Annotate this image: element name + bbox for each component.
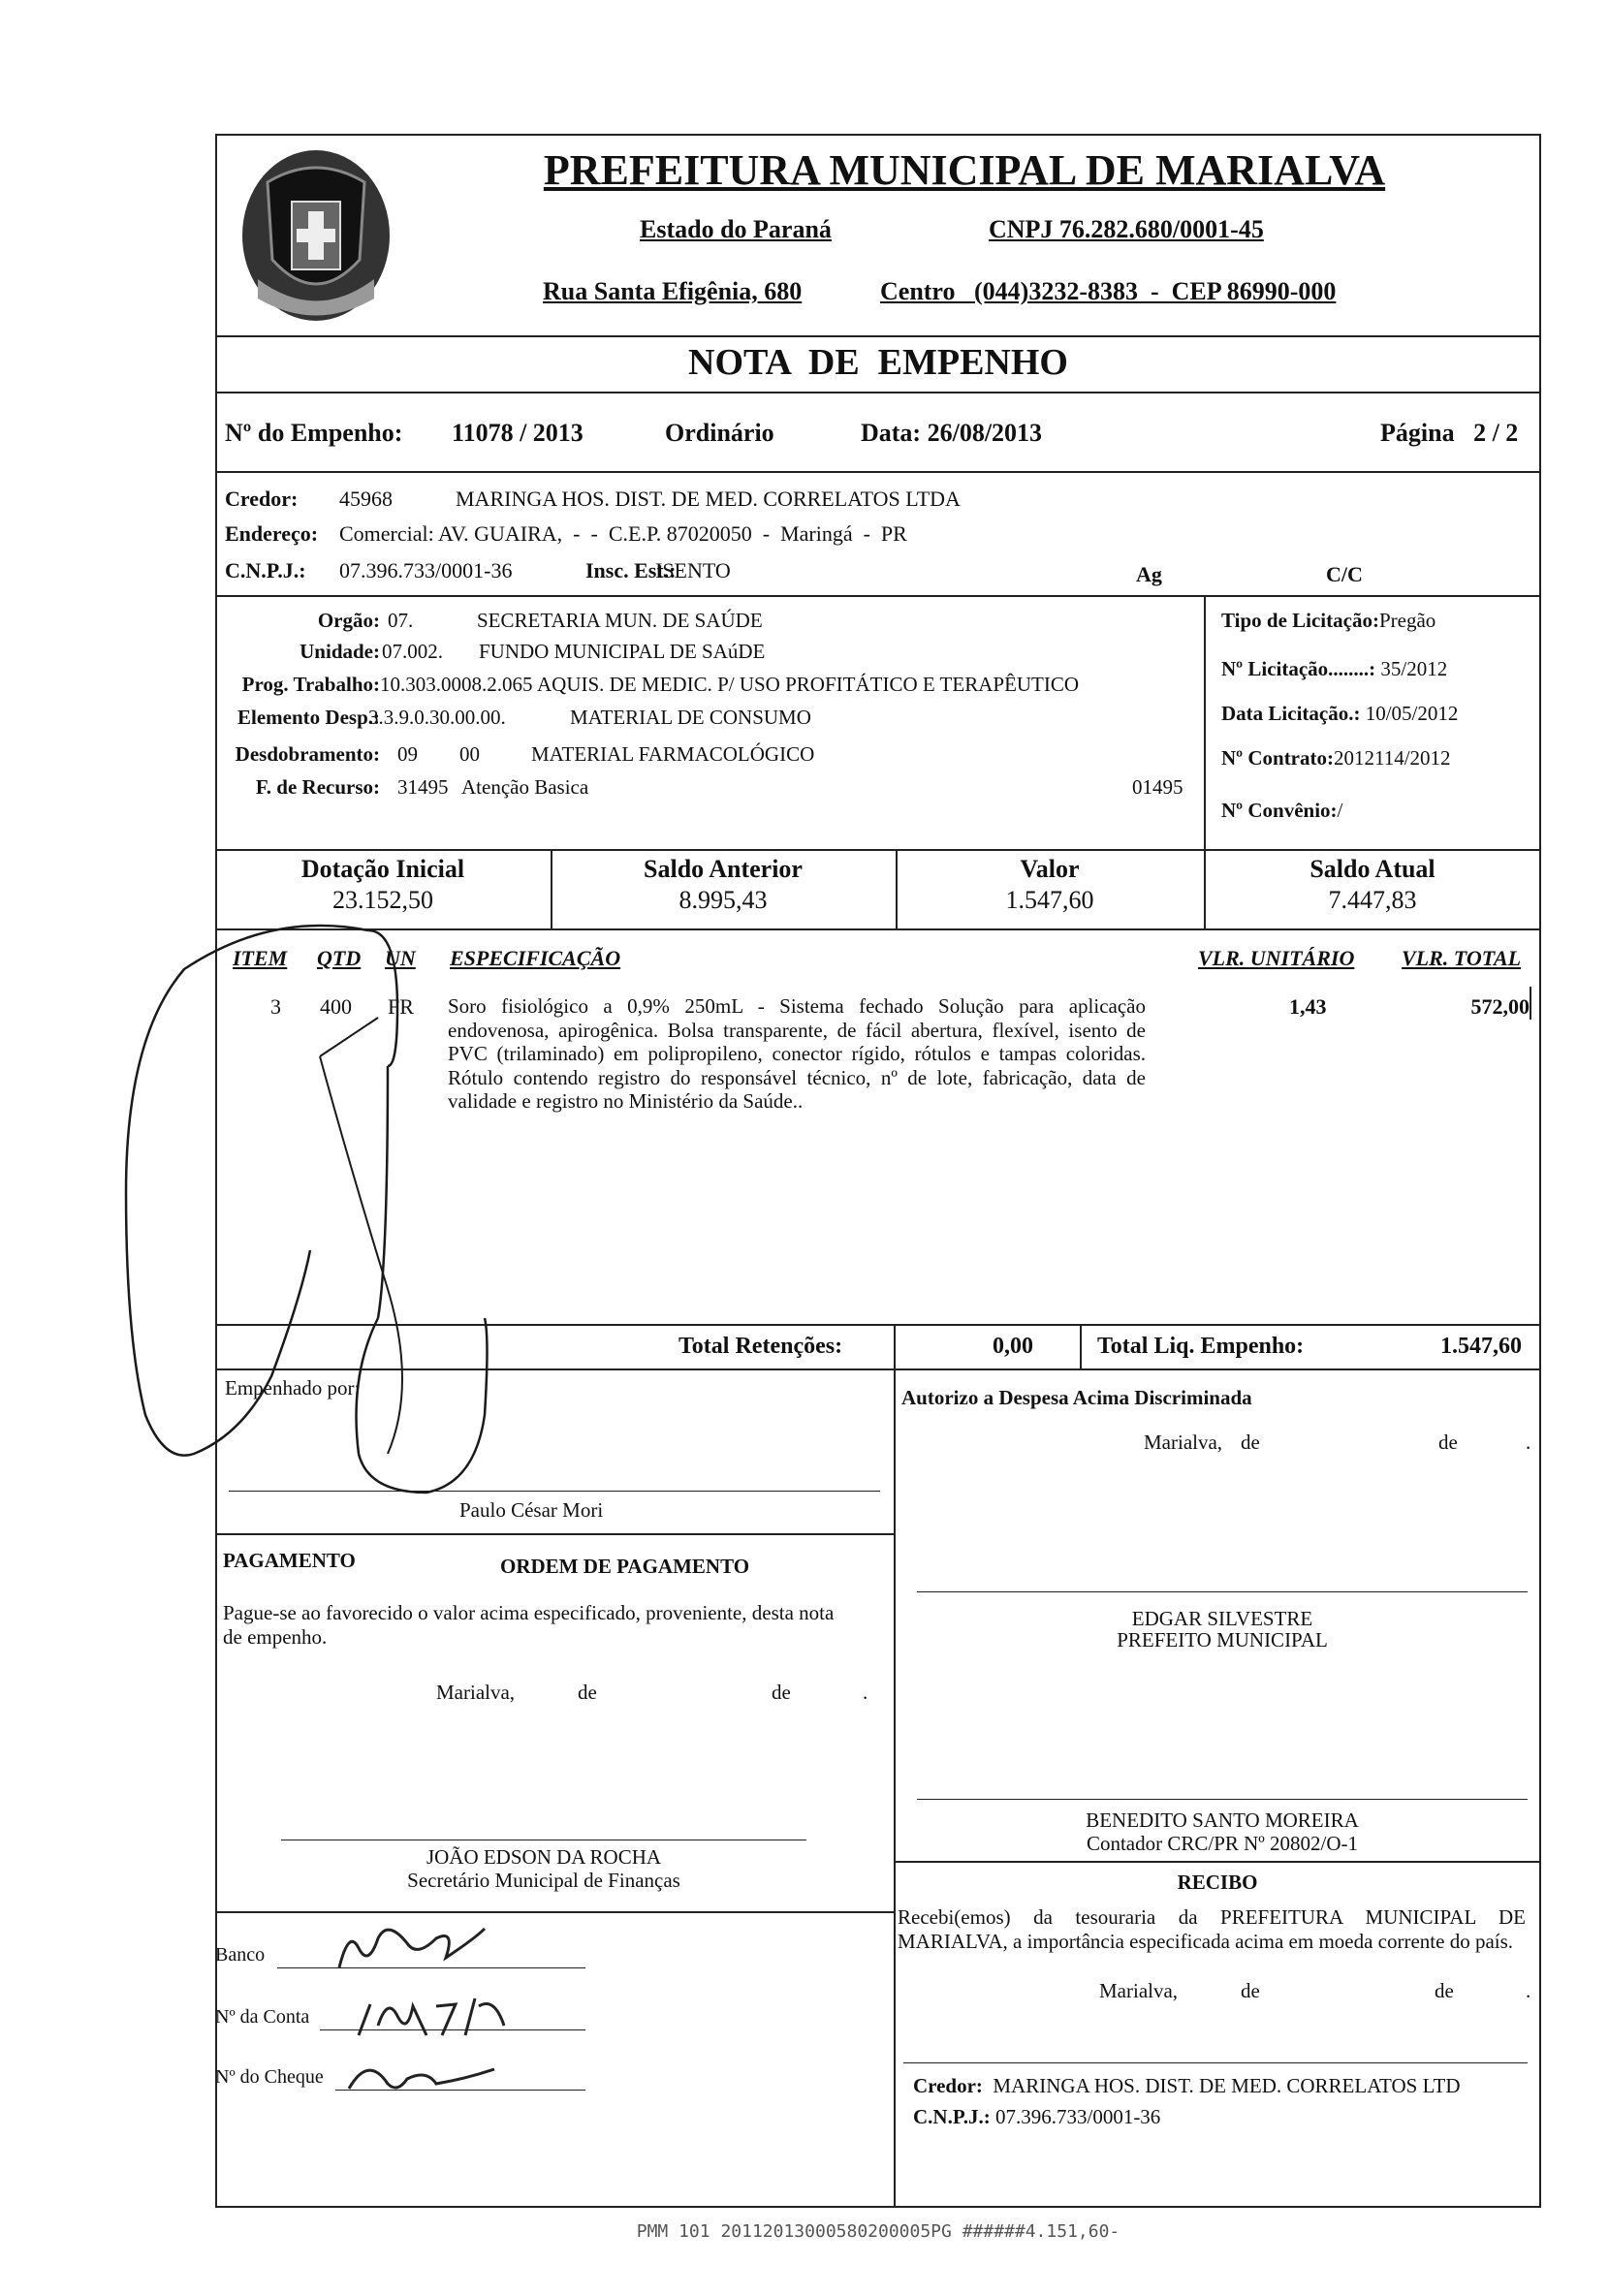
coat-of-arms <box>238 143 394 328</box>
credor-code: 45968 <box>339 487 393 511</box>
recibo-de2: de <box>1435 1979 1454 2002</box>
credor-address: Comercial: AV. GUAIRA, - - C.E.P. 87020050 - Maringá - PR <box>339 521 907 546</box>
budget-description: FUNDO MUNICIPAL DE SAúDE <box>479 640 766 663</box>
empenhado-label: Empenhado por: <box>225 1376 361 1400</box>
col-spec-header: ESPECIFICAÇÃO <box>450 946 621 970</box>
contador-name: BENEDITO SANTO MOREIRA <box>1086 1808 1359 1832</box>
address-label: Endereço: <box>225 521 319 546</box>
col-total-header: VLR. TOTAL <box>1402 946 1522 970</box>
recibo-text: Recebi(emos) da tesouraria da PREFEITURA MUNICIPAL DE MARIALVA, a importância especificada acima em moeda corrente do país. <box>898 1905 1526 1953</box>
budget-description: SECRETARIA MUN. DE SAÚDE <box>477 609 763 632</box>
page-number: Página 2 / 2 <box>1380 419 1519 447</box>
balance-value: 23.152,50 <box>332 886 433 914</box>
item-total: 572,00 <box>1470 994 1530 1019</box>
secretary-role: Secretário Municipal de Finanças <box>407 1869 680 1892</box>
autorizo-dot: . <box>1526 1431 1531 1454</box>
budget-code: 09 <box>397 742 418 766</box>
liq-empenho-value: 1.547,60 <box>1440 1334 1522 1359</box>
licitacao-number-label: Nº Licitação........: 35/2012 <box>1221 657 1448 680</box>
col-un-header: UN <box>385 946 416 970</box>
recibo-de1: de <box>1241 1979 1260 2002</box>
pagamento-text: Pague-se ao favorecido o valor acima especificado, proveniente, desta nota de empenho. <box>223 1601 835 1649</box>
budget-code: 31495 <box>397 775 449 799</box>
recibo-title: RECIBO <box>1177 1871 1258 1894</box>
agency-label: Ag <box>1136 562 1162 586</box>
pagamento-de1: de <box>578 1681 597 1704</box>
liq-empenho-label: Total Liq. Empenho: <box>1097 1334 1305 1359</box>
empenhado-name: Paulo César Mori <box>459 1498 604 1522</box>
col-item-header: ITEM <box>233 946 288 970</box>
budget-label: Desdobramento: <box>235 742 380 766</box>
prefeito-name: EDGAR SILVESTRE <box>1131 1607 1313 1630</box>
col-unit-price-header: VLR. UNITÁRIO <box>1198 946 1355 970</box>
municipality-title: PREFEITURA MUNICIPAL DE MARIALVA <box>543 146 1386 194</box>
coat-of-arms-emblem <box>238 143 394 328</box>
pagamento-place: Marialva, <box>436 1681 516 1704</box>
insc-label: Insc. Est.: <box>585 558 677 582</box>
balance-value: 7.447,83 <box>1328 886 1417 914</box>
budget-code: 3.3.9.0.30.00.00. <box>368 706 506 729</box>
budget-description: MATERIAL DE CONSUMO <box>570 706 811 729</box>
cnpj-label: C.N.P.J.: <box>225 558 306 582</box>
balance-value: 8.995,43 <box>678 886 768 914</box>
bank-handwriting <box>320 1890 630 2103</box>
licitacao-type-label: Tipo de Licitação:Pregão <box>1221 609 1436 632</box>
recibo-cnpj: C.N.P.J.: 07.396.733/0001-36 <box>913 2105 1161 2128</box>
recibo-place: Marialva, <box>1099 1979 1179 2002</box>
empenho-number: 11078 / 2013 <box>452 419 584 447</box>
account-label: C/C <box>1326 562 1363 586</box>
credor-cnpj: 07.396.733/0001-36 <box>339 558 513 582</box>
credor-name: MARINGA HOS. DIST. DE MED. CORRELATOS LTDA <box>456 487 961 511</box>
credor-label: Credor: <box>225 487 299 511</box>
budget-label: F. de Recurso: <box>255 775 380 799</box>
budget-description: AQUIS. DE MEDIC. P/ USO PROFITÁTICO E TERAPÊUTICO <box>537 673 1080 696</box>
autorizo-place: Marialva, <box>1144 1431 1223 1454</box>
credor-insc: ISENTO <box>655 558 731 582</box>
state-name: Estado do Paraná <box>640 215 832 243</box>
recibo-dot: . <box>1526 1979 1531 2002</box>
licitacao-date-label: Data Licitação.: 10/05/2012 <box>1221 702 1459 725</box>
municipality-contact: Centro (044)3232-8383 - CEP 86990-000 <box>880 277 1337 305</box>
item-unit-price: 1,43 <box>1289 994 1327 1019</box>
document-title: NOTA DE EMPENHO <box>688 342 1068 383</box>
autorizo-text: Autorizo a Despesa Acima Discriminada <box>901 1386 1252 1409</box>
retencoes-label: Total Retenções: <box>678 1334 843 1359</box>
handwritten-annotation <box>107 872 785 1551</box>
ordem-pagamento-title: ORDEM DE PAGAMENTO <box>500 1555 750 1578</box>
contador-role: Contador CRC/PR Nº 20802/O-1 <box>1086 1832 1359 1855</box>
budget-code: 07.002. <box>382 640 443 663</box>
recibo-credor: Credor: MARINGA HOS. DIST. DE MED. CORRELATOS LTD <box>913 2074 1461 2097</box>
budget-label: Orgão: <box>317 609 380 632</box>
item-unit: FR <box>388 994 414 1019</box>
budget-code2: 00 <box>459 742 480 766</box>
budget-code: 10.303.0008.2.065 <box>380 673 533 696</box>
budget-code: 07. <box>388 609 414 632</box>
item-number: 3 <box>270 994 281 1019</box>
secretary-name: JOÃO EDSON DA ROCHA <box>426 1845 662 1869</box>
empenho-type: Ordinário <box>665 419 774 447</box>
budget-label: Prog. Trabalho: <box>241 673 380 696</box>
balance-value: 1.547,60 <box>1005 886 1094 914</box>
pagamento-label: PAGAMENTO <box>223 1549 356 1572</box>
empenho-number-label: Nº do Empenho: <box>225 419 403 447</box>
convenio-number: Nº Convênio:/ <box>1221 799 1343 822</box>
banco-label: Banco <box>215 1944 266 1966</box>
municipality-cnpj: CNPJ 76.282.680/0001-45 <box>989 215 1264 243</box>
balance-label: Saldo Anterior <box>644 855 803 883</box>
balance-label: Dotação Inicial <box>300 855 465 883</box>
empenho-date: Data: 26/08/2013 <box>861 419 1043 447</box>
contract-number: Nº Contrato:2012114/2012 <box>1221 746 1451 770</box>
balance-label: Valor <box>1020 855 1080 883</box>
item-specification: Soro fisiológico a 0,9% 250mL - Sistema fechado Solução para aplicação endovenosa, apirogênica. Bolsa transparente, de fácil abertura, flexível, isento de PVC (trilaminado) em polipropileno, conector rígido, rótulos e tampas coloridas. Rótulo contendo registro do responsável técnico, nº de lote, fabricação, data de validade e registro no Ministério da Saúde.. <box>448 994 1146 1113</box>
budget-label: Elemento Desp.: <box>237 706 380 729</box>
pagamento-dot: . <box>863 1681 868 1704</box>
col-qtd-header: QTD <box>317 946 362 970</box>
pagamento-de2: de <box>772 1681 791 1704</box>
retencoes-value: 0,00 <box>993 1334 1033 1359</box>
footer-code: PMM 101 20112013000580200005PG ######4.151,60- <box>636 2221 1120 2242</box>
budget-description: Atenção Basica <box>461 775 589 799</box>
item-qtd: 400 <box>320 994 352 1019</box>
autorizo-de1: de <box>1241 1431 1260 1454</box>
autorizo-de2: de <box>1438 1431 1458 1454</box>
cheque-label: Nº do Cheque <box>215 2066 324 2088</box>
budget-extra-code: 01495 <box>1132 775 1183 799</box>
balance-label: Saldo Atual <box>1309 855 1435 883</box>
conta-label: Nº da Conta <box>215 2006 310 2028</box>
municipality-address: Rua Santa Efigênia, 680 <box>543 277 803 305</box>
budget-description: MATERIAL FARMACOLÓGICO <box>531 742 815 766</box>
budget-label: Unidade: <box>300 640 380 663</box>
prefeito-role: PREFEITO MUNICIPAL <box>1117 1628 1328 1651</box>
